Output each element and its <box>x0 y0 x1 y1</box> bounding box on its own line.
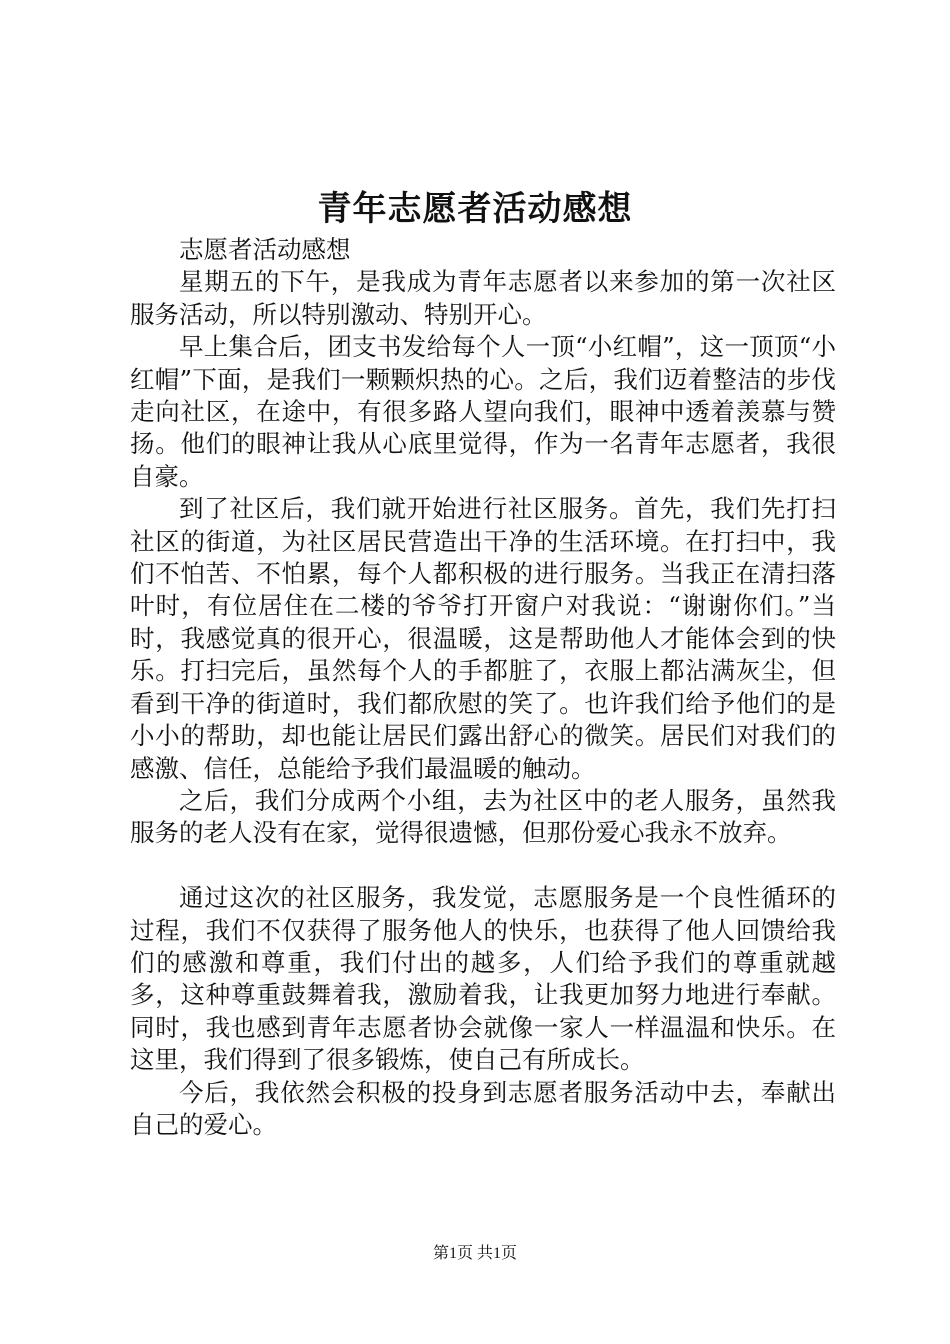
paragraph-subtitle: 志愿者活动感想 <box>179 235 351 264</box>
paragraph-2: 早上集合后，团支书发给每个人一顶“小红帽”，这一顶顶“小红帽”下面，是我们一颗颗炽热的心。之后，我们迈着整洁的步伐走向社区，在途中，有很多路人望向我们，眼神中透着羡慕与赞扬。他们的眼神让我从心底里觉得，作为一名青年志愿者，我很自豪。 <box>130 332 836 491</box>
page-number-footer: 第1页 共1页 <box>432 1245 517 1262</box>
paragraph-1: 星期五的下午，是我成为青年志愿者以来参加的第一次社区服务活动，所以特别激动、特别开心。 <box>130 267 836 329</box>
paragraph-5: 通过这次的社区服务，我发觉，志愿服务是一个良性循环的过程，我们不仅获得了服务他人的快乐，也获得了他人回馈给我们的感激和尊重，我们付出的越多，人们给予我们的尊重就越多，这种尊重鼓舞着我，激励着我，让我更加努力地进行奉献。同时，我也感到青年志愿者协会就像一家人一样温温和快乐。在这里，我们得到了很多锻炼，使自己有所成长。 <box>130 883 836 1075</box>
paragraph-6: 今后，我依然会积极的投身到志愿者服务活动中去，奉献出自己的爱心。 <box>130 1077 836 1139</box>
document-title: 青年志愿者活动感想 <box>317 189 633 229</box>
paragraph-4: 之后，我们分成两个小组，去为社区中的老人服务，虽然我服务的老人没有在家，觉得很遗憾，但那份爱心我永不放弃。 <box>130 785 836 848</box>
paragraph-3: 到了社区后，我们就开始进行社区服务。首先，我们先打扫社区的街道，为社区居民营造出干净的生活环境。在打扫中，我们不怕苦、不怕累，每个人都积极的进行服务。当我正在清扫落叶时，有位居住在二楼的爷爷打开窗户对我说：“谢谢你们。”当时，我感觉真的很开心，很温暖，这是帮助他人才能体会到的快乐。打扫完后，虽然每个人的手都脏了，衣服上都沾满灰尘，但看到干净的街道时，我们都欣慰的笑了。也许我们给予他们的是小小的帮助，却也能让居民们露出舒心的微笑。居民们对我们的感激、信任，总能给予我们最温暖的触动。 <box>130 494 836 783</box>
document-body <box>130 234 836 1141</box>
